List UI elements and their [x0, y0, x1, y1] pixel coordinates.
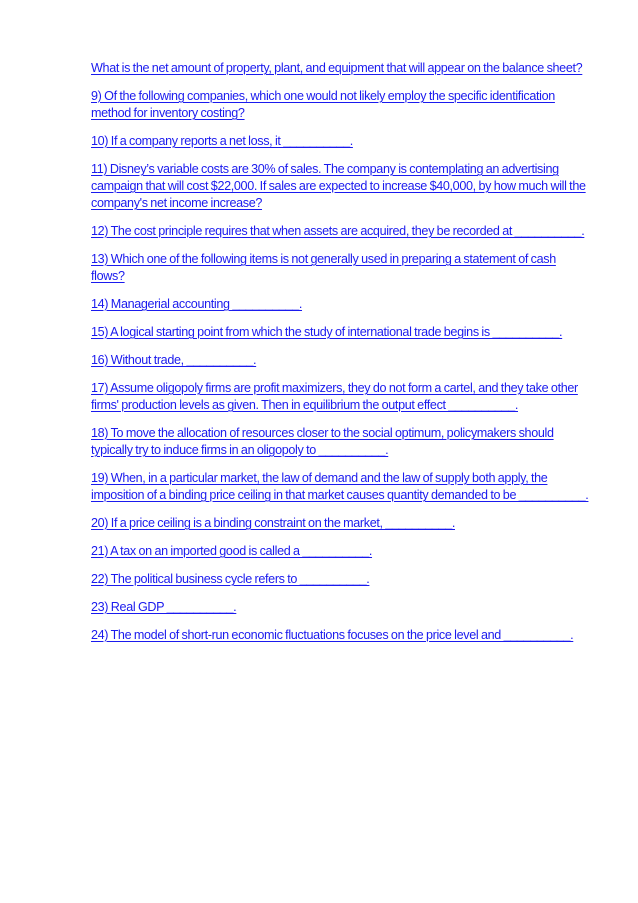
question-link-19[interactable]: 19) When, in a particular market, the law of demand and the law of supply both apply, the imposition of a binding price ceiling in that market causes quantity demanded to be __________.: [91, 471, 589, 502]
question-link-8-continued[interactable]: What is the net amount of property, plant, and equipment that will appear on the balance sheet?: [91, 61, 583, 75]
question-link-12[interactable]: 12) The cost principle requires that when assets are acquired, they be recorded at __________.: [91, 224, 585, 238]
question-link-14[interactable]: 14) Managerial accounting __________.: [91, 297, 303, 311]
question-link-23[interactable]: 23) Real GDP __________.: [91, 600, 237, 614]
question-link-21[interactable]: 21) A tax on an imported good is called a __________.: [91, 544, 373, 558]
question-link-16[interactable]: 16) Without trade, __________.: [91, 353, 257, 367]
question-link-9[interactable]: 9) Of the following companies, which one would not likely employ the specific identification method for inventory costing?: [91, 89, 555, 120]
question-link-13[interactable]: 13) Which one of the following items is not generally used in preparing a statement of cash flows?: [91, 252, 556, 283]
question-list: [91, 60, 591, 655]
question-link-22[interactable]: 22) The political business cycle refers to __________.: [91, 572, 370, 586]
question-link-10[interactable]: 10) If a company reports a net loss, it __________.: [91, 134, 353, 148]
question-link-24[interactable]: 24) The model of short-run economic fluctuations focuses on the price level and __________.: [91, 628, 574, 642]
question-link-11[interactable]: 11) Disney’s variable costs are 30% of sales. The company is contemplating an advertising campaign that will cost $22,000. If sales are expected to increase $40,000, by how much will the company's net income increase?: [91, 162, 586, 210]
question-link-15[interactable]: 15) A logical starting point from which the study of international trade begins is __________.: [91, 325, 563, 339]
question-link-20[interactable]: 20) If a price ceiling is a binding constraint on the market, __________.: [91, 516, 455, 530]
question-link-18[interactable]: 18) To move the allocation of resources closer to the social optimum, policymakers should typically try to induce firms in an oligopoly to __________.: [91, 426, 554, 457]
question-link-17[interactable]: 17) Assume oligopoly firms are profit maximizers, they do not form a cartel, and they take other firms' production levels as given. Then in equilibrium the output effect __________.: [91, 381, 578, 412]
